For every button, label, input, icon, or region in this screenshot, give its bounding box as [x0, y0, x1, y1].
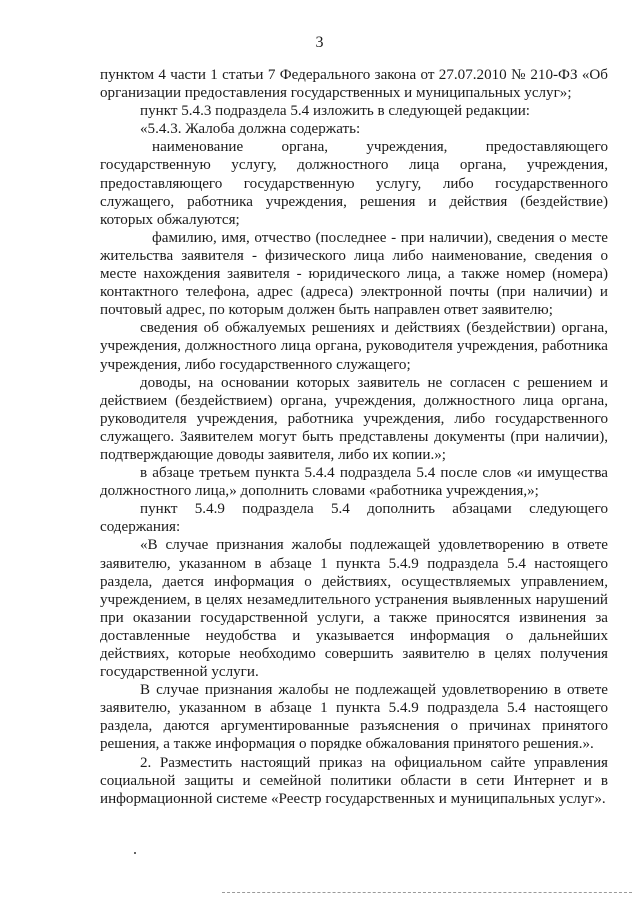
document-body	[100, 66, 608, 808]
paragraph-item-544-amendment: в абзаце третьем пункта 5.4.4 подраздела 5.4 после слов «и имущества должностного лица,» дополнить словами «работника учреждения,»;	[100, 465, 608, 500]
paragraph-complaint-decisions: сведения об обжалуемых решениях и действиях (бездействии) органа, учреждения, должностного лица органа, руководителя учреждения, работника учреждения, либо государственного служащего;	[100, 320, 608, 373]
paragraph-complaint-satisfied: «В случае признания жалобы подлежащей удовлетворению в ответе заявителю, указанном в абзаце 1 пункта 5.4.9 подраздела 5.4 настоящего раздела, дается информация о действиях, осуществляемых управлением, учреждением, в целях незамедлительного устранения выявленных нарушений при оказании государственной услуги, а также приносятся извинения за доставленные неудобства и указывается информация о дальнейших действиях, которые необходимо совершить заявителю в целях получения государственной услуги.	[100, 537, 608, 681]
paragraph-law-reference: пунктом 4 части 1 статьи 7 Федерального закона от 27.07.2010 № 210-ФЗ «Об организации предоставления государственных и муниципальных услуг»;	[100, 67, 608, 102]
bottom-scan-line	[222, 892, 632, 893]
paragraph-publication-order: 2. Разместить настоящий приказ на официальном сайте управления социальной защиты и семейной политики области в сети Интернет и в информационной системе «Реестр государственных и муниципальных услуг».	[100, 754, 608, 807]
paragraph-item-549-intro: пункт 5.4.9 подраздела 5.4 дополнить абзацами следующего содержания:	[100, 501, 608, 536]
page-number: 3	[315, 34, 324, 51]
paragraph-complaint-arguments: доводы, на основании которых заявитель не согласен с решением и действием (бездействием) органа, учреждения, должностного лица органа, руководителя учреждения, работника учреждения, либо государственного служащего. Заявителем могут быть представлены документы (при наличии), подтверждающие доводы заявителя, либо их копии.»;	[100, 374, 608, 463]
paragraph-complaint-rejected: В случае признания жалобы не подлежащей удовлетворению в ответе заявителю, указанном в абзаце 1 пункта 5.4.9 подраздела 5.4 настоящего раздела, даются аргументированные разъяснения о причинах принятого решения, а также информация о порядке обжалования принятого решения.».	[100, 682, 608, 753]
paragraph-complaint-applicant-info: фамилию, имя, отчество (последнее - при наличии), сведения о месте жительства заявителя - физического лица либо наименование, сведения о месте нахождения заявителя - юридического лица, а также номер (номера) контактного телефона, адрес (адреса) электронной почты (при наличии) и почтовый адрес, по которым должен быть направлен ответ заявителю;	[100, 229, 608, 319]
paragraph-complaint-heading: «5.4.3. Жалоба должна содержать:	[140, 121, 361, 138]
paragraph-item-543-intro: пункт 5.4.3 подраздела 5.4 изложить в следующей редакции:	[140, 103, 530, 120]
scan-speck	[134, 852, 136, 854]
paragraph-complaint-body-name: наименование органа, учреждения, предоставляющего государственную услугу, должностного лица органа, учреждения, предоставляющего государственную услугу, либо государственного служащего, работника учреждения, решения и действия (бездействие) которых обжалуются;	[100, 139, 608, 228]
